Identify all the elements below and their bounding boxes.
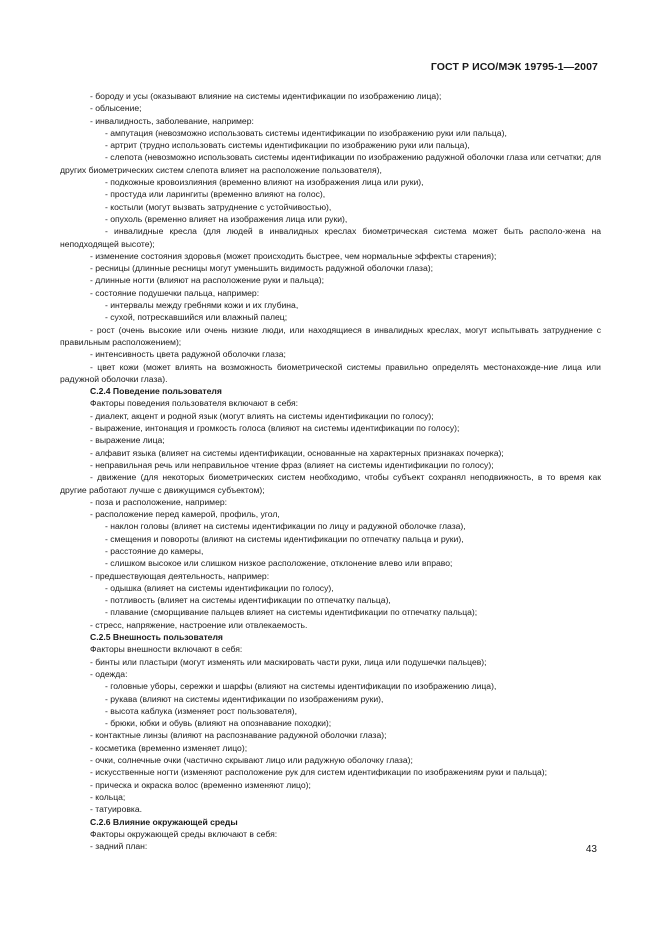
document-body bbox=[60, 90, 601, 852]
text-line: - длинные ногти (влияют на расположение руки и пальца); bbox=[90, 275, 325, 286]
text-line: Факторы внешности включают в себя: bbox=[90, 644, 243, 655]
text-line: - прическа и окраска волос (временно изменяют лицо); bbox=[90, 779, 311, 790]
text-line: - изменение состояния здоровья (может происходить быстрее, чем нормальные эффекты старения); bbox=[90, 250, 497, 261]
text-line: - кольца; bbox=[90, 791, 126, 802]
text-line: - ресницы (длинные ресницы могут уменьшить видимость радужной оболочки глаза); bbox=[90, 263, 434, 274]
text-line: - плавание (сморщивание пальцев влияет на системы идентификации по отпечатку пальца); bbox=[105, 607, 478, 618]
text-line: - потливость (влияет на системы идентификации по отпечатку пальца), bbox=[105, 595, 391, 606]
text-line: - брюки, юбки и обувь (влияют на опознавание походки); bbox=[105, 718, 332, 729]
text-line: - высота каблука (изменяет рост пользователя), bbox=[105, 705, 298, 716]
text-line: - алфавит языка (влияет на системы идентификации, основанные на характерных признаках почерка); bbox=[90, 447, 504, 458]
section-heading: С.2.5 Внешность пользователя bbox=[90, 632, 223, 643]
text-line: - интервалы между гребнями кожи и их глубина, bbox=[105, 300, 299, 311]
page-number: 43 bbox=[585, 844, 597, 855]
text-line: - диалект, акцент и родной язык (могут влиять на системы идентификации по голосу); bbox=[90, 410, 434, 421]
text-line: - сухой, потрескавшийся или влажный палец; bbox=[105, 312, 288, 323]
text-line: - косметика (временно изменяет лицо); bbox=[90, 742, 248, 753]
text-line: - расположение перед камерой, профиль, угол, bbox=[90, 509, 280, 520]
text-line: - одежда: bbox=[90, 668, 128, 679]
text-line: - ампутация (невозможно использовать системы идентификации по изображению руки или пальца), bbox=[105, 127, 507, 138]
text-line: - интенсивность цвета радужной оболочки глаза; bbox=[90, 349, 286, 360]
text-line: - бороду и усы (оказывают влияние на системы идентификации по изображению лица); bbox=[90, 91, 442, 101]
text-line: - инвалидность, заболевание, например: bbox=[90, 115, 254, 126]
text-line: - стресс, напряжение, настроение или отвлекаемость. bbox=[90, 619, 308, 630]
text-line: - смещения и повороты (влияют на системы идентификации по отпечатку пальца и руки), bbox=[105, 533, 464, 544]
text-line: - искусственные ногти (изменяют расположение рук для систем идентификации по изображениям руки и пальца); bbox=[90, 767, 548, 778]
text-line: - выражение лица; bbox=[90, 435, 165, 446]
text-line: - бинты или пластыри (могут изменять или маскировать части руки, лица или подушечки пальцев); bbox=[90, 656, 487, 667]
text-line: - очки, солнечные очки (частично скрывают лицо или радужную оболочку глаза); bbox=[90, 755, 413, 766]
text-line: - наклон головы (влияет на системы идентификации по лицу и радужной оболочке глаза), bbox=[105, 521, 466, 532]
text-line: - опухоль (временно влияет на изображения лица или руки), bbox=[105, 213, 348, 224]
section-heading: С.2.6 Влияние окружающей среды bbox=[90, 816, 238, 827]
text-line: - облысение; bbox=[90, 103, 142, 114]
text-line: - состояние подушечки пальца, например: bbox=[90, 287, 260, 298]
text-line: - слепота (невозможно использовать системы идентификации по изображению радужной оболочки глаза или сетчатки; для других биометрических систем слепота влияет на расположение пользователя), bbox=[60, 152, 601, 175]
section-heading: С.2.4 Поведение пользователя bbox=[90, 386, 222, 397]
text-line: - предшествующая деятельность, например: bbox=[90, 570, 270, 581]
text-line: - татуировка. bbox=[90, 804, 143, 815]
text-line: - выражение, интонация и громкость голоса (влияют на системы идентификации по голосу); bbox=[90, 423, 460, 434]
text-line: Факторы поведения пользователя включают в себя: bbox=[90, 398, 299, 409]
text-line: - слишком высокое или слишком низкое расположение, отклонение влево или вправо; bbox=[105, 558, 453, 569]
text-line: Факторы окружающей среды включают в себя: bbox=[90, 828, 278, 839]
text-line: - задний план: bbox=[90, 841, 148, 852]
text-line: - подкожные кровоизлияния (временно влияют на изображения лица или руки), bbox=[105, 177, 424, 188]
text-line: - неправильная речь или неправильное чтение фраз (влияет на системы идентификации по голосу); bbox=[90, 459, 494, 470]
text-line: - контактные линзы (влияют на распознавание радужной оболочки глаза); bbox=[90, 730, 387, 741]
text-line: - рукава (влияют на системы идентификации по изображениям руки), bbox=[105, 693, 384, 704]
text-line: - движение (для некоторых биометрических систем необходимо, чтобы субъект сохранял неподвижность, в то время как другие работают лучше с движущимся субъектом); bbox=[60, 472, 601, 495]
text-line: - костыли (могут вызвать затруднение с устойчивостью), bbox=[105, 201, 332, 212]
text-line: - головные уборы, сережки и шарфы (влияют на системы идентификации по изображению лица), bbox=[105, 681, 497, 692]
text-line: - рост (очень высокие или очень низкие люди, или находящиеся в инвалидных креслах, могут испытывать затруднение с правильным расположением); bbox=[60, 324, 601, 347]
document-header: ГОСТ Р ИСО/МЭК 19795-1—2007 bbox=[430, 61, 598, 73]
text-line: - расстояние до камеры, bbox=[105, 545, 204, 556]
text-line: - цвет кожи (может влиять на возможность биометрической системы правильно определять местонахожде-ние лица или радужной оболочки глаза). bbox=[60, 361, 601, 384]
text-line: - артрит (трудно использовать системы идентификации по изображению руки или пальца), bbox=[105, 140, 470, 151]
text-line: - одышка (влияет на системы идентификации по голосу), bbox=[105, 582, 334, 593]
text-line: - инвалидные кресла (для людей в инвалидных креслах биометрическая система может быть располо-жена на неподходящей высоте); bbox=[60, 226, 601, 249]
text-line: - простуда или ларингиты (временно влияют на голос), bbox=[105, 189, 326, 200]
text-line: - поза и расположение, например: bbox=[90, 496, 228, 507]
